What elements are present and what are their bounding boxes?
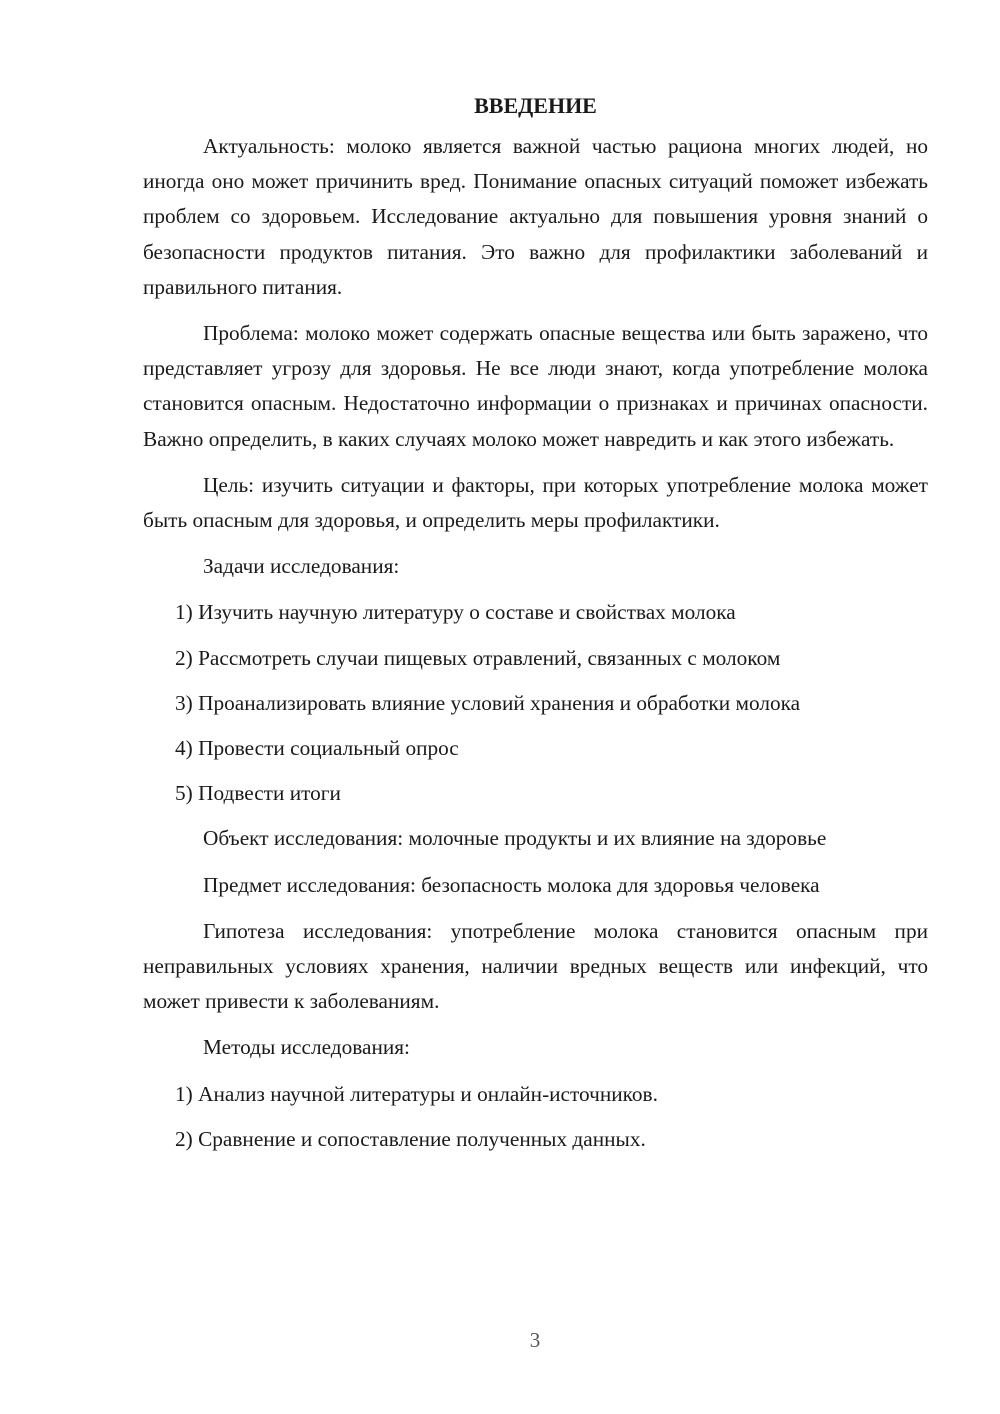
subject-paragraph: Предмет исследования: безопасность молока для здоровья человека [203, 872, 820, 897]
methods-list [143, 1077, 928, 1157]
hypothesis-paragraph: Гипотеза исследования: употребление молока становится опасным при неправильных условиях хранения, наличии вредных веществ или инфекций, что может привести к заболеваниям. [143, 918, 928, 1014]
goal-paragraph: Цель: изучить ситуации и факторы, при которых употребление молока может быть опасным для здоровья, и определить меры профилактики. [143, 472, 928, 533]
list-item: 1) Анализ научной литературы и онлайн-источников. [175, 1081, 658, 1106]
list-item: 1) Изучить научную литературу о составе и свойствах молока [175, 600, 736, 625]
tasks-heading: Задачи исследования: [203, 554, 400, 579]
list-item: 4) Провести социальный опрос [175, 736, 459, 761]
methods-heading: Методы исследования: [203, 1035, 410, 1060]
list-item: 2) Рассмотреть случаи пищевых отравлений, связанных с молоком [175, 645, 781, 670]
tasks-list [143, 595, 928, 811]
list-item: 3) Проанализировать влияние условий хранения и обработки молока [175, 690, 801, 715]
relevance-paragraph: Актуальность: молоко является важной частью рациона многих людей, но иногда оно может причинить вред. Понимание опасных ситуаций поможет избежать проблем со здоровьем. Исследование актуально для повышения уровня знаний о безопасности продуктов питания. Это важно для профилактики заболеваний и правильного питания. [143, 134, 928, 299]
problem-paragraph: Проблема: молоко может содержать опасные вещества или быть заражено, что представляет угрозу для здоровья. Не все люди знают, когда употребление молока становится опасным. Недостаточно информации о признаках и причинах опасности. Важно определить, в каких случаях молоко может навредить и как этого избежать. [143, 321, 928, 451]
page-number: 3 [529, 1328, 541, 1352]
document-page [143, 88, 928, 1167]
object-paragraph: Объект исследования: молочные продукты и их влияние на здоровье [203, 826, 827, 851]
list-item: 5) Подвести итоги [175, 781, 341, 806]
page-title: ВВЕДЕНИЕ [474, 93, 597, 118]
list-item: 2) Сравнение и сопоставление полученных данных. [175, 1126, 646, 1151]
